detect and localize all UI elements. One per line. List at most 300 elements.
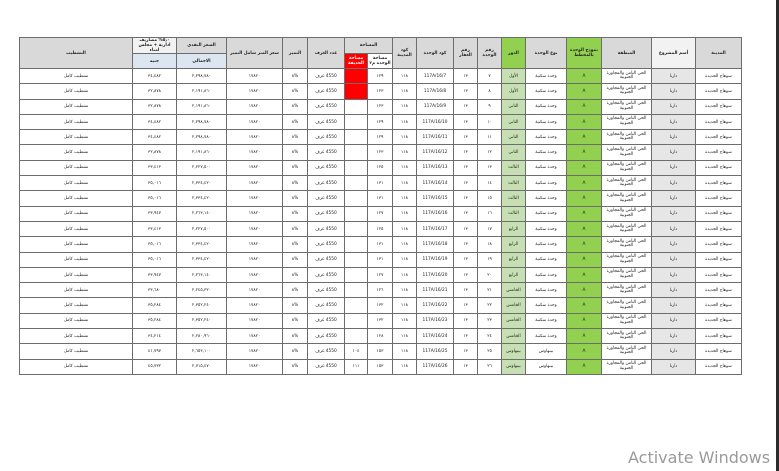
cell-unit-type[interactable]: وحدة سكنية [526,191,567,206]
cell-unit-code[interactable]: 117A/16/16 [417,206,454,221]
cell-city[interactable]: سوهاج الجديدة [696,206,742,221]
cell-unit-no[interactable]: ٢٦ [478,359,502,374]
cell-cash-price[interactable]: ٢,٢٦٣,١٤٠ [177,206,227,221]
cell-premium[interactable]: %٨ [283,176,308,191]
cell-city[interactable]: سوهاج الجديدة [696,237,742,252]
cell-unit-code[interactable]: 117A/16/21 [417,283,454,298]
cell-price-per-meter[interactable]: ١٧٨٢٠ [227,99,283,114]
cell-region[interactable]: الحي الثامن والمجاورة الجنوبية [602,313,652,328]
cell-project[interactable]: دارنا [652,237,696,252]
cell-region[interactable]: الحي الثامن والمجاورة الجنوبية [602,252,652,267]
cell-unit-no[interactable]: ١٩ [478,252,502,267]
cell-project[interactable]: دارنا [652,283,696,298]
cell-unit-no[interactable]: ٢٣ [478,313,502,328]
cell-rooms[interactable]: 4550 غرف [308,160,345,175]
cell-premium[interactable]: %٨ [283,267,308,282]
cell-unit-category[interactable]: A [567,252,602,267]
cell-area[interactable]: ١٣١ [368,237,393,252]
cell-city[interactable]: سوهاج الجديدة [696,130,742,145]
cell-admin-fees[interactable]: ٣٣,٤١٣ [133,160,177,175]
cell-region[interactable]: الحي الثامن والمجاورة الجنوبية [602,283,652,298]
cell-region[interactable]: الحي الثامن والمجاورة الجنوبية [602,99,652,114]
cell-cash-price[interactable]: ٢,١٩١,٨٦٠ [177,99,227,114]
cell-unit-no[interactable]: ١٠ [478,114,502,129]
cell-cash-price[interactable]: ٢,٣٥٢,٢٤٠ [177,313,227,328]
cell-city-code[interactable]: ١١٨ [393,99,417,114]
cell-area[interactable]: ١٢٣ [368,145,393,160]
cell-finishing[interactable]: تشطيب كامل [20,221,133,236]
cell-area[interactable]: ١٣١ [368,252,393,267]
cell-finishing[interactable]: تشطيب كامل [20,84,133,99]
cell-unit-type[interactable]: وحدة سكنية [526,99,567,114]
cell-area-extra[interactable] [345,176,368,191]
cell-project[interactable]: دارنا [652,114,696,129]
cell-property-no[interactable]: ١٣ [454,114,478,129]
cell-area-extra[interactable] [345,206,368,221]
cell-area-extra[interactable]: ١٠٤ [345,344,368,359]
cell-premium[interactable]: %٨ [283,359,308,374]
cell-city-code[interactable]: ١١٨ [393,176,417,191]
cell-unit-code[interactable]: 117A/16/11 [417,130,454,145]
cell-unit-category[interactable]: A [567,313,602,328]
cell-premium[interactable]: %٨ [283,237,308,252]
cell-floor[interactable]: الثالث [502,206,526,221]
cell-area-extra[interactable] [345,221,368,236]
cell-rooms[interactable]: 4550 غرف [308,69,345,84]
cell-finishing[interactable]: تشطيب كامل [20,145,133,160]
cell-admin-fees[interactable]: ٤٥,٧٣٢ [133,359,177,374]
cell-cash-price[interactable]: ٢,٢٢٧,٥٠٠ [177,160,227,175]
cell-city-code[interactable]: ١١٨ [393,206,417,221]
cell-area[interactable]: ١٣٢ [368,298,393,313]
cell-unit-category[interactable]: A [567,160,602,175]
cell-unit-code[interactable]: 117A/16/10 [417,114,454,129]
cell-project[interactable]: دارنا [652,84,696,99]
cell-area[interactable]: ١٣٢ [368,313,393,328]
cell-price-per-meter[interactable]: ١٧٨٢٠ [227,344,283,359]
cell-unit-type[interactable]: وحدة سكنية [526,206,567,221]
cell-unit-type[interactable]: وحدة سكنية [526,69,567,84]
cell-floor[interactable]: الخامس [502,283,526,298]
cell-price-per-meter[interactable]: ١٧٨٢٠ [227,252,283,267]
cell-rooms[interactable]: 4550 غرف [308,99,345,114]
cell-rooms[interactable]: 4550 غرف [308,359,345,374]
cell-premium[interactable]: %٨ [283,99,308,114]
cell-area[interactable]: ١٣١ [368,191,393,206]
cell-unit-no[interactable]: ١٦ [478,206,502,221]
cell-finishing[interactable]: تشطيب كامل [20,237,133,252]
cell-unit-type[interactable]: وحدة سكنية [526,313,567,328]
cell-price-per-meter[interactable]: ١٧٨٢٠ [227,313,283,328]
cell-area-extra[interactable] [345,191,368,206]
cell-unit-category[interactable]: A [567,191,602,206]
cell-city-code[interactable]: ١١٨ [393,221,417,236]
cell-project[interactable]: دارنا [652,252,696,267]
cell-unit-category[interactable]: A [567,283,602,298]
cell-property-no[interactable]: ١٣ [454,84,478,99]
cell-cash-price[interactable]: ٢,٧١٥,٤٧٠ [177,359,227,374]
cell-city-code[interactable]: ١١٨ [393,145,417,160]
cell-area-extra[interactable] [345,298,368,313]
cell-unit-category[interactable]: A [567,206,602,221]
cell-region[interactable]: الحي الثامن والمجاورة الجنوبية [602,267,652,282]
cell-admin-fees[interactable]: ٣٣,٦٨٠ [133,283,177,298]
cell-cash-price[interactable]: ٢,٢٩٨,٧٨٠ [177,114,227,129]
cell-unit-category[interactable]: A [567,99,602,114]
cell-finishing[interactable]: تشطيب كامل [20,267,133,282]
cell-city[interactable]: سوهاج الجديدة [696,313,742,328]
cell-unit-no[interactable]: ١٣ [478,160,502,175]
cell-area[interactable]: ١٢٨ [368,329,393,344]
cell-area-extra[interactable] [345,84,368,99]
cell-finishing[interactable]: تشطيب كامل [20,69,133,84]
cell-unit-no[interactable]: ١١ [478,130,502,145]
cell-unit-code[interactable]: 117A/16/18 [417,237,454,252]
cell-city-code[interactable]: ١١٨ [393,84,417,99]
cell-rooms[interactable]: 4550 غرف [308,344,345,359]
cell-floor[interactable]: الثاني [502,145,526,160]
cell-admin-fees[interactable]: ٣٢,٨٧٨ [133,84,177,99]
cell-area-extra[interactable] [345,99,368,114]
cell-property-no[interactable]: ١٣ [454,329,478,344]
cell-unit-no[interactable]: ٢٤ [478,329,502,344]
cell-property-no[interactable]: ١٣ [454,313,478,328]
cell-project[interactable]: دارنا [652,267,696,282]
cell-unit-no[interactable]: ٢١ [478,283,502,298]
cell-unit-type[interactable]: وحدة سكنية [526,252,567,267]
cell-property-no[interactable]: ١٣ [454,267,478,282]
cell-unit-code[interactable]: 117A/16/20 [417,267,454,282]
cell-city[interactable]: سوهاج الجديدة [696,298,742,313]
cell-area-extra[interactable]: ١١١ [345,359,368,374]
cell-area[interactable]: ١٢٥ [368,221,393,236]
cell-unit-no[interactable]: ١٨ [478,237,502,252]
cell-region[interactable]: الحي الثامن والمجاورة الجنوبية [602,160,652,175]
cell-unit-code[interactable]: 117A/16/25 [417,344,454,359]
cell-project[interactable]: دارنا [652,191,696,206]
cell-unit-type[interactable]: وحدة سكنية [526,130,567,145]
cell-area[interactable]: ١٢٣ [368,84,393,99]
cell-floor[interactable]: الرابع [502,267,526,282]
cell-city-code[interactable]: ١١٨ [393,298,417,313]
cell-property-no[interactable]: ١٣ [454,69,478,84]
cell-premium[interactable]: %٨ [283,344,308,359]
cell-cash-price[interactable]: ٢,٢٤٥,٣٢٠ [177,283,227,298]
cell-floor[interactable]: بينهاوس [502,344,526,359]
cell-project[interactable]: دارنا [652,99,696,114]
cell-admin-fees[interactable]: ٣٥,٠١٦ [133,252,177,267]
cell-admin-fees[interactable]: ٣٢,٨٧٨ [133,145,177,160]
cell-floor[interactable]: الثاني [502,130,526,145]
cell-region[interactable]: الحي الثامن والمجاورة الجنوبية [602,298,652,313]
cell-floor[interactable]: الرابع [502,237,526,252]
cell-city[interactable]: سوهاج الجديدة [696,99,742,114]
cell-admin-fees[interactable]: ٣٤,٤٨٢ [133,114,177,129]
cell-unit-category[interactable]: A [567,237,602,252]
cell-rooms[interactable]: 4550 غرف [308,221,345,236]
cell-city-code[interactable]: ١١٨ [393,237,417,252]
cell-rooms[interactable]: 4550 غرف [308,206,345,221]
cell-city[interactable]: سوهاج الجديدة [696,176,742,191]
cell-property-no[interactable]: ١٣ [454,206,478,221]
cell-city-code[interactable]: ١١٨ [393,344,417,359]
cell-unit-category[interactable]: A [567,221,602,236]
cell-city[interactable]: سوهاج الجديدة [696,191,742,206]
cell-unit-type[interactable]: وحدة سكنية [526,329,567,344]
cell-unit-no[interactable]: ٢٢ [478,298,502,313]
cell-admin-fees[interactable]: ٣٣,٩٤٧ [133,267,177,282]
cell-area[interactable]: ١٢٣ [368,99,393,114]
cell-unit-type[interactable]: وحدة سكنية [526,160,567,175]
cell-city[interactable]: سوهاج الجديدة [696,145,742,160]
cell-floor[interactable]: الثالث [502,191,526,206]
cell-finishing[interactable]: تشطيب كامل [20,176,133,191]
cell-city-code[interactable]: ١١٨ [393,359,417,374]
cell-price-per-meter[interactable]: ١٧٨٢٠ [227,160,283,175]
cell-price-per-meter[interactable]: ١٧٨٢٠ [227,329,283,344]
cell-rooms[interactable]: 4550 غرف [308,298,345,313]
cell-floor[interactable]: الرابع [502,252,526,267]
cell-unit-no[interactable]: ١٤ [478,176,502,191]
cell-project[interactable]: دارنا [652,145,696,160]
cell-admin-fees[interactable]: ٣٥,٢٨٤ [133,298,177,313]
cell-unit-no[interactable]: ٢٠ [478,267,502,282]
cell-property-no[interactable]: ١٣ [454,221,478,236]
cell-unit-code[interactable]: 117A/16/24 [417,329,454,344]
cell-finishing[interactable]: تشطيب كامل [20,283,133,298]
cell-city[interactable]: سوهاج الجديدة [696,84,742,99]
cell-unit-no[interactable]: ٨ [478,84,502,99]
cell-cash-price[interactable]: ٢,٣٣٤,٤٢٠ [177,252,227,267]
cell-unit-type[interactable]: وحدة سكنية [526,114,567,129]
cell-project[interactable]: دارنا [652,359,696,374]
cell-premium[interactable]: %٨ [283,298,308,313]
cell-city[interactable]: سوهاج الجديدة [696,267,742,282]
cell-city[interactable]: سوهاج الجديدة [696,221,742,236]
cell-city-code[interactable]: ١١٨ [393,191,417,206]
cell-rooms[interactable]: 4550 غرف [308,329,345,344]
cell-rooms[interactable]: 4550 غرف [308,145,345,160]
cell-city-code[interactable]: ١١٨ [393,69,417,84]
cell-region[interactable]: الحي الثامن والمجاورة الجنوبية [602,145,652,160]
cell-premium[interactable]: %٨ [283,191,308,206]
cell-unit-code[interactable]: 117A/16/26 [417,359,454,374]
cell-city-code[interactable]: ١١٨ [393,313,417,328]
cell-unit-code[interactable]: 117A/16/8 [417,84,454,99]
cell-project[interactable]: دارنا [652,329,696,344]
cell-price-per-meter[interactable]: ١٧٨٢٠ [227,84,283,99]
cell-premium[interactable]: %٨ [283,283,308,298]
cell-area-extra[interactable] [345,329,368,344]
cell-price-per-meter[interactable]: ١٧٨٢٠ [227,283,283,298]
cell-unit-code[interactable]: 117A/16/9 [417,99,454,114]
cell-project[interactable]: دارنا [652,313,696,328]
cell-premium[interactable]: %٨ [283,252,308,267]
cell-area-extra[interactable] [345,252,368,267]
cell-rooms[interactable]: 4550 غرف [308,267,345,282]
cell-rooms[interactable]: 4550 غرف [308,283,345,298]
cell-region[interactable]: الحي الثامن والمجاورة الجنوبية [602,84,652,99]
cell-property-no[interactable]: ١٣ [454,237,478,252]
cell-area-extra[interactable] [345,313,368,328]
cell-admin-fees[interactable]: ٤١,٧٩٧ [133,344,177,359]
cell-cash-price[interactable]: ٢,٦٥٣,١٠٠ [177,344,227,359]
cell-region[interactable]: الحي الثامن والمجاورة الجنوبية [602,130,652,145]
cell-rooms[interactable]: 4550 غرف [308,176,345,191]
cell-city-code[interactable]: ١١٨ [393,329,417,344]
cell-property-no[interactable]: ١٣ [454,191,478,206]
cell-unit-code[interactable]: 117A/16/15 [417,191,454,206]
cell-admin-fees[interactable]: ٣٥,٠١٦ [133,191,177,206]
cell-finishing[interactable]: تشطيب كامل [20,191,133,206]
cell-cash-price[interactable]: ٢,٢٨٠,٩٦٠ [177,329,227,344]
cell-admin-fees[interactable]: ٣٣,٤١٣ [133,221,177,236]
cell-price-per-meter[interactable]: ١٧٨٢٠ [227,176,283,191]
cell-unit-category[interactable]: A [567,267,602,282]
cell-region[interactable]: الحي الثامن والمجاورة الجنوبية [602,344,652,359]
cell-unit-type[interactable]: وحدة سكنية [526,237,567,252]
cell-unit-no[interactable]: ٩ [478,99,502,114]
cell-premium[interactable]: %٨ [283,313,308,328]
cell-city[interactable]: سوهاج الجديدة [696,69,742,84]
cell-property-no[interactable]: ١٣ [454,176,478,191]
cell-floor[interactable]: الثالث [502,176,526,191]
cell-admin-fees[interactable]: ٣٣,٩٤٧ [133,206,177,221]
cell-price-per-meter[interactable]: ١٧٨٢٠ [227,130,283,145]
cell-price-per-meter[interactable]: ١٧٨٢٠ [227,206,283,221]
cell-city-code[interactable]: ١١٨ [393,252,417,267]
cell-region[interactable]: الحي الثامن والمجاورة الجنوبية [602,329,652,344]
cell-city-code[interactable]: ١١٨ [393,283,417,298]
cell-unit-code[interactable]: 117A/16/22 [417,298,454,313]
cell-admin-fees[interactable]: ٣٤,٤٨٢ [133,130,177,145]
cell-unit-type[interactable]: وحدة سكنية [526,267,567,282]
cell-project[interactable]: دارنا [652,298,696,313]
cell-floor[interactable]: الخامس [502,313,526,328]
cell-floor[interactable]: الثالث [502,160,526,175]
cell-unit-code[interactable]: 117A/16/23 [417,313,454,328]
cell-property-no[interactable]: ١٣ [454,99,478,114]
cell-city[interactable]: سوهاج الجديدة [696,344,742,359]
cell-finishing[interactable]: تشطيب كامل [20,252,133,267]
cell-unit-code[interactable]: 117A/16/12 [417,145,454,160]
cell-premium[interactable]: %٨ [283,130,308,145]
cell-unit-type[interactable]: وحدة سكنية [526,283,567,298]
cell-city[interactable]: سوهاج الجديدة [696,252,742,267]
cell-property-no[interactable]: ١٣ [454,283,478,298]
cell-admin-fees[interactable]: ٣٢,٨٧٨ [133,99,177,114]
cell-cash-price[interactable]: ٢,٢٦٣,١٤٠ [177,267,227,282]
cell-area[interactable]: ١٢٩ [368,114,393,129]
cell-price-per-meter[interactable]: ١٧٨٢٠ [227,69,283,84]
cell-floor[interactable]: الرابع [502,221,526,236]
cell-unit-type[interactable]: وحدة سكنية [526,298,567,313]
cell-property-no[interactable]: ١٣ [454,359,478,374]
cell-unit-type[interactable]: وحدة سكنية [526,145,567,160]
cell-finishing[interactable]: تشطيب كامل [20,160,133,175]
cell-finishing[interactable]: تشطيب كامل [20,130,133,145]
cell-premium[interactable]: %٨ [283,160,308,175]
cell-cash-price[interactable]: ٢,٢٩٨,٧٨٠ [177,130,227,145]
cell-city[interactable]: سوهاج الجديدة [696,283,742,298]
cell-area[interactable]: ١٥٣ [368,359,393,374]
cell-cash-price[interactable]: ٢,١٩١,٨٦٠ [177,145,227,160]
cell-area-extra[interactable] [345,283,368,298]
cell-area-extra[interactable] [345,267,368,282]
cell-region[interactable]: الحي الثامن والمجاورة الجنوبية [602,206,652,221]
cell-area-extra[interactable] [345,160,368,175]
cell-property-no[interactable]: ١٣ [454,145,478,160]
cell-finishing[interactable]: تشطيب كامل [20,206,133,221]
cell-property-no[interactable]: ١٣ [454,130,478,145]
cell-area[interactable]: ١٢٧ [368,267,393,282]
cell-area-extra[interactable] [345,145,368,160]
cell-area[interactable]: ١٢٥ [368,160,393,175]
cell-unit-type[interactable]: وحدة سكنية [526,84,567,99]
cell-area[interactable]: ١٢٩ [368,69,393,84]
cell-admin-fees[interactable]: ٣٤,٢١٤ [133,329,177,344]
cell-admin-fees[interactable]: ٣٥,٠١٦ [133,176,177,191]
cell-unit-type[interactable]: وحدة سكنية [526,176,567,191]
cell-floor[interactable]: الخامس [502,298,526,313]
cell-floor[interactable]: الخامس [502,329,526,344]
cell-area[interactable]: ١٥٣ [368,344,393,359]
cell-premium[interactable]: %٨ [283,221,308,236]
cell-unit-code[interactable]: 117A/16/7 [417,69,454,84]
cell-premium[interactable]: %٨ [283,84,308,99]
cell-cash-price[interactable]: ٢,٣٣٤,٤٢٠ [177,191,227,206]
cell-city-code[interactable]: ١١٨ [393,267,417,282]
cell-cash-price[interactable]: ٢,٣٣٤,٤٢٠ [177,237,227,252]
cell-price-per-meter[interactable]: ١٧٨٢٠ [227,298,283,313]
cell-unit-no[interactable]: ١٥ [478,191,502,206]
cell-project[interactable]: دارنا [652,344,696,359]
cell-property-no[interactable]: ١٣ [454,298,478,313]
cell-cash-price[interactable]: ٢,٣٥٢,٢٤٠ [177,298,227,313]
cell-unit-category[interactable]: A [567,84,602,99]
cell-rooms[interactable]: 4550 غرف [308,237,345,252]
cell-region[interactable]: الحي الثامن والمجاورة الجنوبية [602,176,652,191]
cell-rooms[interactable]: 4550 غرف [308,114,345,129]
cell-unit-code[interactable]: 117A/16/14 [417,176,454,191]
cell-unit-category[interactable]: A [567,359,602,374]
cell-price-per-meter[interactable]: ١٧٨٢٠ [227,267,283,282]
cell-unit-category[interactable]: A [567,344,602,359]
cell-project[interactable]: دارنا [652,221,696,236]
cell-finishing[interactable]: تشطيب كامل [20,344,133,359]
cell-city-code[interactable]: ١١٨ [393,160,417,175]
cell-project[interactable]: دارنا [652,130,696,145]
cell-admin-fees[interactable]: ٣٥,٢٨٤ [133,313,177,328]
cell-region[interactable]: الحي الثامن والمجاورة الجنوبية [602,69,652,84]
cell-unit-code[interactable]: 117A/16/19 [417,252,454,267]
cell-finishing[interactable]: تشطيب كامل [20,359,133,374]
cell-unit-code[interactable]: 117A/16/17 [417,221,454,236]
cell-premium[interactable]: %٨ [283,69,308,84]
cell-region[interactable]: الحي الثامن والمجاورة الجنوبية [602,359,652,374]
cell-area-extra[interactable] [345,130,368,145]
cell-rooms[interactable]: 4550 غرف [308,252,345,267]
cell-rooms[interactable]: 4550 غرف [308,84,345,99]
cell-admin-fees[interactable]: ٣٤,٤٨٢ [133,69,177,84]
cell-unit-type[interactable]: وحدة سكنية [526,221,567,236]
cell-property-no[interactable]: ١٣ [454,344,478,359]
cell-city-code[interactable]: ١١٨ [393,130,417,145]
cell-floor[interactable]: الثاني [502,99,526,114]
cell-unit-category[interactable]: A [567,69,602,84]
cell-project[interactable]: دارنا [652,69,696,84]
cell-city[interactable]: سوهاج الجديدة [696,359,742,374]
